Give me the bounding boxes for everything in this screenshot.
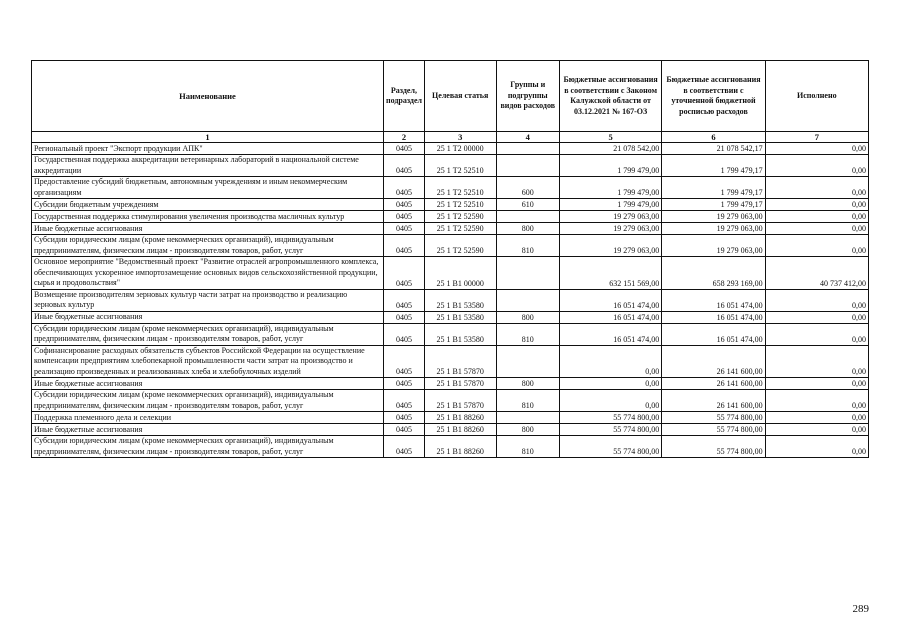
row-executed: 0,00	[765, 177, 868, 199]
row-target: 25 1 Т2 52510	[424, 177, 496, 199]
row-name: Софинансирование расходных обязательств субъектов Российской Федерации на осуществление компенсации предприятиям хлебопекарной промышленности части затрат на производство и реализацию произведенных и реализованных хлеба и хлебобулочных изделий	[32, 345, 384, 378]
row-section: 0405	[383, 345, 424, 378]
row-target: 25 1 В1 53580	[424, 323, 496, 345]
row-budget-law: 19 279 063,00	[559, 211, 661, 223]
column-number: 7	[765, 132, 868, 143]
row-executed: 0,00	[765, 390, 868, 412]
column-number-row	[32, 132, 869, 143]
row-name: Государственная поддержка аккредитации ветеринарных лабораторий в национальной системе аккредитации	[32, 155, 384, 177]
row-section: 0405	[383, 211, 424, 223]
column-number: 1	[32, 132, 384, 143]
row-group	[496, 155, 559, 177]
row-section: 0405	[383, 311, 424, 323]
row-name: Субсидии юридическим лицам (кроме некоммерческих организаций), индивидуальным предпринимателям, физическим лицам - производителям товаров, работ, услуг	[32, 436, 384, 458]
row-budget-refined: 26 141 600,00	[662, 378, 765, 390]
row-target: 25 1 Т2 52590	[424, 223, 496, 235]
row-group: 810	[496, 235, 559, 257]
row-name: Государственная поддержка стимулирования увеличения производства масличных культур	[32, 211, 384, 223]
row-executed: 0,00	[765, 235, 868, 257]
row-target: 25 1 В1 88260	[424, 424, 496, 436]
row-section: 0405	[383, 289, 424, 311]
header-target: Целевая статья	[424, 61, 496, 132]
row-group: 810	[496, 436, 559, 458]
row-name: Субсидии юридическим лицам (кроме некоммерческих организаций), индивидуальным предпринимателям, физическим лицам - производителям товаров, работ, услуг	[32, 235, 384, 257]
row-budget-refined: 21 078 542,17	[662, 143, 765, 155]
table-row	[32, 199, 869, 211]
row-executed: 0,00	[765, 211, 868, 223]
row-executed: 40 737 412,00	[765, 257, 868, 290]
row-executed: 0,00	[765, 378, 868, 390]
row-target: 25 1 В1 57870	[424, 378, 496, 390]
row-budget-law: 0,00	[559, 378, 661, 390]
row-budget-refined: 16 051 474,00	[662, 323, 765, 345]
column-number: 5	[559, 132, 661, 143]
row-executed: 0,00	[765, 289, 868, 311]
header-row	[32, 61, 869, 132]
row-target: 25 1 Т2 52590	[424, 211, 496, 223]
row-budget-refined: 26 141 600,00	[662, 345, 765, 378]
row-name: Иные бюджетные ассигнования	[32, 424, 384, 436]
row-group: 810	[496, 390, 559, 412]
row-group: 800	[496, 424, 559, 436]
budget-table	[31, 60, 869, 458]
row-group	[496, 257, 559, 290]
header-budget-refined: Бюджетные ассигнования в соответствии с уточненной бюджетной росписью расходов	[662, 61, 765, 132]
row-section: 0405	[383, 155, 424, 177]
row-name: Субсидии юридическим лицам (кроме некоммерческих организаций), индивидуальным предпринимателям, физическим лицам - производителям товаров, работ, услуг	[32, 390, 384, 412]
row-budget-refined: 1 799 479,17	[662, 177, 765, 199]
row-group: 610	[496, 199, 559, 211]
row-target: 25 1 В1 57870	[424, 345, 496, 378]
row-budget-refined: 658 293 169,00	[662, 257, 765, 290]
row-section: 0405	[383, 235, 424, 257]
row-budget-law: 632 151 569,00	[559, 257, 661, 290]
row-budget-refined: 16 051 474,00	[662, 289, 765, 311]
table-row	[32, 323, 869, 345]
row-section: 0405	[383, 223, 424, 235]
row-budget-refined: 55 774 800,00	[662, 424, 765, 436]
row-group: 600	[496, 177, 559, 199]
table-row	[32, 378, 869, 390]
column-number: 3	[424, 132, 496, 143]
row-name: Субсидии бюджетным учреждениям	[32, 199, 384, 211]
row-budget-law: 0,00	[559, 390, 661, 412]
row-name: Иные бюджетные ассигнования	[32, 223, 384, 235]
row-name: Иные бюджетные ассигнования	[32, 311, 384, 323]
row-section: 0405	[383, 390, 424, 412]
header-executed: Исполнено	[765, 61, 868, 132]
row-group	[496, 345, 559, 378]
row-executed: 0,00	[765, 143, 868, 155]
row-budget-refined: 1 799 479,17	[662, 155, 765, 177]
row-budget-law: 21 078 542,00	[559, 143, 661, 155]
header-name: Наименование	[32, 61, 384, 132]
row-budget-refined: 19 279 063,00	[662, 223, 765, 235]
row-name: Основное мероприятие "Ведомственный проект "Развитие отраслей агропромышленного комплекса, обеспечивающих ускоренное импортозамещение основных видов сельскохозяйственной продукции, сырья и продовольствия"	[32, 257, 384, 290]
table-row	[32, 177, 869, 199]
row-group: 800	[496, 223, 559, 235]
row-executed: 0,00	[765, 223, 868, 235]
table-row	[32, 412, 869, 424]
row-executed: 0,00	[765, 311, 868, 323]
row-budget-law: 19 279 063,00	[559, 223, 661, 235]
row-target: 25 1 В1 88260	[424, 412, 496, 424]
row-executed: 0,00	[765, 424, 868, 436]
row-group: 800	[496, 378, 559, 390]
row-section: 0405	[383, 257, 424, 290]
row-name: Иные бюджетные ассигнования	[32, 378, 384, 390]
table-row	[32, 155, 869, 177]
row-group	[496, 143, 559, 155]
row-budget-law: 55 774 800,00	[559, 412, 661, 424]
column-number: 6	[662, 132, 765, 143]
row-name: Субсидии юридическим лицам (кроме некоммерческих организаций), индивидуальным предпринимателям, физическим лицам - производителям товаров, работ, услуг	[32, 323, 384, 345]
row-budget-law: 1 799 479,00	[559, 177, 661, 199]
row-budget-law: 55 774 800,00	[559, 424, 661, 436]
table-row	[32, 211, 869, 223]
row-group: 810	[496, 323, 559, 345]
row-executed: 0,00	[765, 436, 868, 458]
row-budget-law: 1 799 479,00	[559, 155, 661, 177]
row-target: 25 1 В1 00000	[424, 257, 496, 290]
row-name: Поддержка племенного дела и селекции	[32, 412, 384, 424]
row-executed: 0,00	[765, 323, 868, 345]
row-budget-law: 16 051 474,00	[559, 311, 661, 323]
row-target: 25 1 Т2 52510	[424, 155, 496, 177]
row-target: 25 1 Т2 52590	[424, 235, 496, 257]
header-section: Раздел, подраздел	[383, 61, 424, 132]
row-section: 0405	[383, 424, 424, 436]
row-section: 0405	[383, 436, 424, 458]
row-budget-refined: 55 774 800,00	[662, 436, 765, 458]
row-executed: 0,00	[765, 412, 868, 424]
row-budget-law: 16 051 474,00	[559, 289, 661, 311]
row-executed: 0,00	[765, 199, 868, 211]
row-group	[496, 211, 559, 223]
table-row	[32, 311, 869, 323]
table-row	[32, 345, 869, 378]
table-row	[32, 289, 869, 311]
row-budget-refined: 16 051 474,00	[662, 311, 765, 323]
row-group	[496, 289, 559, 311]
row-budget-law: 16 051 474,00	[559, 323, 661, 345]
row-budget-law: 1 799 479,00	[559, 199, 661, 211]
row-name: Региональный проект "Экспорт продукции АПК"	[32, 143, 384, 155]
row-budget-refined: 26 141 600,00	[662, 390, 765, 412]
row-budget-law: 19 279 063,00	[559, 235, 661, 257]
column-number: 4	[496, 132, 559, 143]
row-executed: 0,00	[765, 155, 868, 177]
row-target: 25 1 Т2 52510	[424, 199, 496, 211]
table-row	[32, 390, 869, 412]
table-row	[32, 424, 869, 436]
row-target: 25 1 В1 53580	[424, 311, 496, 323]
column-number: 2	[383, 132, 424, 143]
table-body	[32, 143, 869, 458]
row-budget-refined: 1 799 479,17	[662, 199, 765, 211]
row-name: Предоставление субсидий бюджетным, автономным учреждениям и иным некоммерческим организациям	[32, 177, 384, 199]
table-row	[32, 143, 869, 155]
row-group	[496, 412, 559, 424]
row-section: 0405	[383, 177, 424, 199]
table-row	[32, 436, 869, 458]
row-name: Возмещение производителям зерновых культур части затрат на производство и реализацию зерновых культур	[32, 289, 384, 311]
header-groups: Группы и подгруппы видов расходов	[496, 61, 559, 132]
row-budget-refined: 19 279 063,00	[662, 211, 765, 223]
row-target: 25 1 В1 53580	[424, 289, 496, 311]
row-budget-law: 0,00	[559, 345, 661, 378]
page-number: 289	[852, 603, 869, 615]
row-section: 0405	[383, 199, 424, 211]
header-budget-law: Бюджетные ассигнования в соответствии с Законом Калужской области от 03.12.2021 № 167-ОЗ	[559, 61, 661, 132]
row-target: 25 1 В1 57870	[424, 390, 496, 412]
table-row	[32, 235, 869, 257]
row-section: 0405	[383, 143, 424, 155]
row-target: 25 1 Т2 00000	[424, 143, 496, 155]
row-target: 25 1 В1 88260	[424, 436, 496, 458]
table-row	[32, 257, 869, 290]
row-budget-law: 55 774 800,00	[559, 436, 661, 458]
table-row	[32, 223, 869, 235]
row-budget-refined: 55 774 800,00	[662, 412, 765, 424]
row-section: 0405	[383, 323, 424, 345]
row-section: 0405	[383, 378, 424, 390]
row-section: 0405	[383, 412, 424, 424]
row-executed: 0,00	[765, 345, 868, 378]
row-group: 800	[496, 311, 559, 323]
row-budget-refined: 19 279 063,00	[662, 235, 765, 257]
